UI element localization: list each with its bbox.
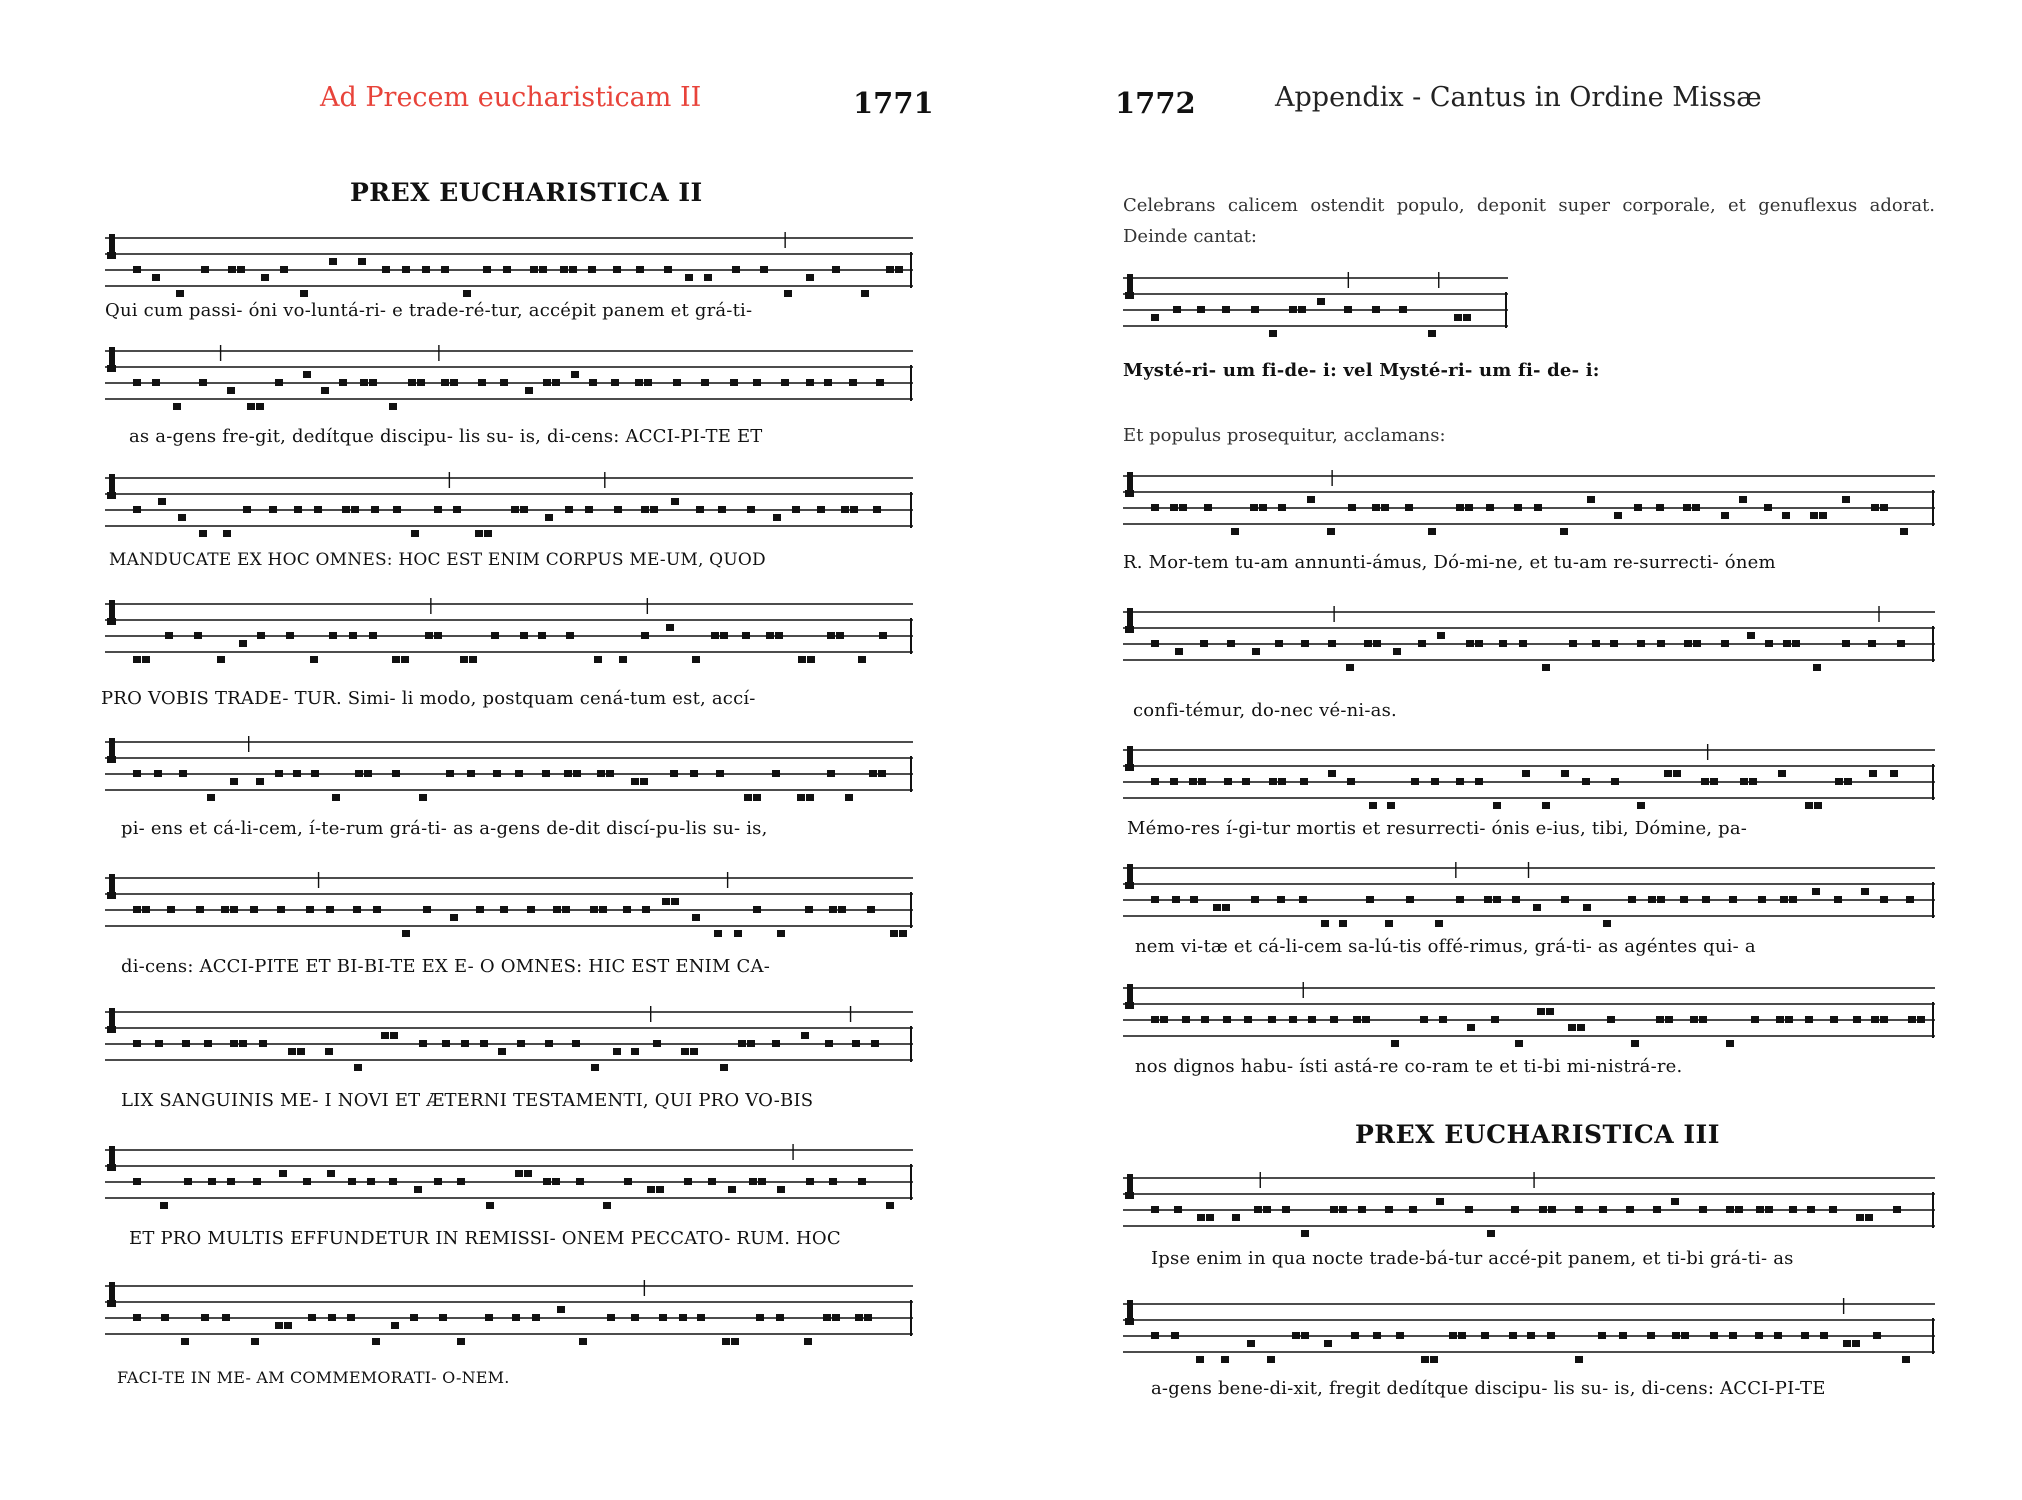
chant-staff	[105, 872, 913, 927]
chant-staff	[105, 472, 913, 527]
lyric-line: confi-témur, do-nec vé-ni-as.	[1133, 700, 1397, 721]
prex-title-ii: PREX EUCHARISTICA II	[350, 178, 703, 207]
lyric-line: as a-gens fre-git, dedítque discipu- lis su- is, di-cens: ACCI-PI-TE ET	[129, 426, 763, 447]
left-page	[95, 0, 934, 1500]
chant-staff	[105, 1280, 913, 1335]
lyric-line: FACI-TE IN ME- AM COMMEMORATI- O-NEM.	[117, 1368, 510, 1387]
prex-title-iii: PREX EUCHARISTICA III	[1355, 1120, 1720, 1149]
chant-staff	[105, 598, 913, 653]
right-page-number: 1772	[1115, 86, 1196, 120]
chant-staff	[1123, 1172, 1935, 1227]
chant-staff	[1123, 606, 1935, 661]
chant-staff	[105, 345, 913, 400]
chant-staff	[1123, 862, 1935, 917]
lyric-line: PRO VOBIS TRADE- TUR. Simi- li modo, postquam cená-tum est, accí-	[101, 688, 756, 709]
rubric-celebrans: Celebrans calicem ostendit populo, deponit super corporale, et genuflexus adorat. Deinde cantat:	[1123, 195, 1935, 247]
lyric-line: ET PRO MULTIS EFFUNDETUR IN REMISSI- ONEM PECCATO- RUM. HOC	[129, 1228, 841, 1249]
lyric-line: Ipse enim in qua nocte trade-bá-tur accé-pit panem, et ti-bi grá-ti- as	[1151, 1248, 1794, 1269]
chant-staff	[1123, 744, 1935, 799]
lyric-line: MANDUCATE EX HOC OMNES: HOC EST ENIM CORPUS ME-UM, QUOD	[109, 550, 766, 570]
chant-staff	[105, 736, 913, 791]
lyric-line: Mémo-res í-gi-tur mortis et resurrecti- ónis e-ius, tibi, Dómine, pa-	[1127, 818, 1748, 839]
lyric-line: R. Mor-tem tu-am annunti-ámus, Dó-mi-ne, et tu-am re-surrecti- ónem	[1123, 552, 1776, 573]
lyric-line: nos dignos habu- ísti astá-re co-ram te et ti-bi mi-nistrá-re.	[1135, 1056, 1683, 1077]
lyric-line: Mysté-ri- um fi-de- i: vel Mysté-ri- um fi- de- i:	[1123, 360, 1600, 381]
lyric-line: pi- ens et cá-li-cem, í-te-rum grá-ti- as a-gens de-dit discí-pu-lis su- is,	[121, 818, 768, 839]
chant-staff	[105, 1006, 913, 1061]
chant-staff	[1123, 1298, 1935, 1353]
chant-staff	[1123, 982, 1935, 1037]
lyric-line: a-gens bene-di-xit, fregit dedítque discipu- lis su- is, di-cens: ACCI-PI-TE	[1151, 1378, 1826, 1399]
lyric-line: di-cens: ACCI-PITE ET BI-BI-TE EX E- O OMNES: HIC EST ENIM CA-	[121, 956, 771, 977]
lyric-line: LIX SANGUINIS ME- I NOVI ET ÆTERNI TESTAMENTI, QUI PRO VO-BIS	[121, 1090, 814, 1111]
lyric-line: Qui cum passi- óni vo-luntá-ri- e trade-ré-tur, accépit panem et grá-ti-	[105, 300, 753, 321]
right-page	[1115, 0, 1940, 1500]
left-header-title: Ad Precem eucharisticam II	[320, 82, 702, 113]
lyric-line: nem vi-tæ et cá-li-cem sa-lú-tis offé-rimus, grá-ti- as agéntes qui- a	[1135, 936, 1756, 957]
chant-staff	[105, 232, 913, 287]
rubric-populus: Et populus prosequitur, acclamans:	[1123, 425, 1446, 446]
chant-staff	[1123, 470, 1935, 525]
chant-staff	[1123, 272, 1508, 327]
right-header-title: Appendix - Cantus in Ordine Missæ	[1275, 82, 1762, 113]
chant-staff	[105, 1144, 913, 1199]
left-page-number: 1771	[853, 86, 934, 120]
